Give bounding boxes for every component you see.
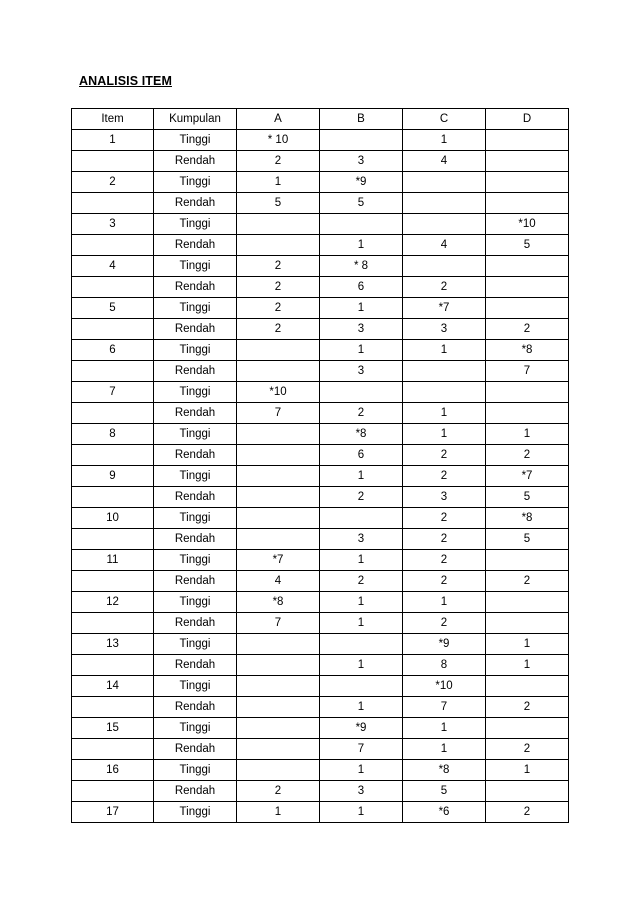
cell-kumpulan: Tinggi	[154, 550, 237, 571]
cell-kumpulan: Rendah	[154, 277, 237, 298]
cell-item: 8	[72, 424, 154, 445]
cell-option-d	[486, 718, 569, 739]
cell-kumpulan: Rendah	[154, 445, 237, 466]
table-row	[72, 319, 569, 340]
table-row	[72, 130, 569, 151]
table-row	[72, 529, 569, 550]
cell-item	[72, 277, 154, 298]
cell-item: 3	[72, 214, 154, 235]
table-row	[72, 340, 569, 361]
cell-item: 15	[72, 718, 154, 739]
cell-option-d: 2	[486, 739, 569, 760]
cell-kumpulan: Tinggi	[154, 592, 237, 613]
table-row	[72, 214, 569, 235]
cell-option-c: *9	[403, 634, 486, 655]
cell-option-c: 3	[403, 487, 486, 508]
table-row	[72, 172, 569, 193]
cell-option-a: 7	[237, 613, 320, 634]
cell-option-d	[486, 151, 569, 172]
cell-option-c: 1	[403, 403, 486, 424]
cell-option-b: 3	[320, 529, 403, 550]
cell-option-a	[237, 361, 320, 382]
cell-item: 17	[72, 802, 154, 823]
cell-item: 9	[72, 466, 154, 487]
cell-kumpulan: Tinggi	[154, 298, 237, 319]
cell-kumpulan: Rendah	[154, 235, 237, 256]
cell-item: 13	[72, 634, 154, 655]
cell-option-b	[320, 508, 403, 529]
table-row	[72, 193, 569, 214]
cell-option-c: 1	[403, 340, 486, 361]
cell-option-c: *7	[403, 298, 486, 319]
cell-option-c: 8	[403, 655, 486, 676]
cell-kumpulan: Tinggi	[154, 634, 237, 655]
table-row	[72, 760, 569, 781]
cell-option-a	[237, 445, 320, 466]
table-row	[72, 487, 569, 508]
cell-option-a: * 10	[237, 130, 320, 151]
header-item: Item	[72, 109, 154, 130]
cell-option-d	[486, 613, 569, 634]
table-row	[72, 256, 569, 277]
cell-option-c: 2	[403, 571, 486, 592]
cell-option-a	[237, 760, 320, 781]
cell-kumpulan: Rendah	[154, 319, 237, 340]
cell-option-a: 5	[237, 193, 320, 214]
cell-option-b: 1	[320, 298, 403, 319]
cell-item	[72, 193, 154, 214]
table-row	[72, 655, 569, 676]
table-header-row	[72, 109, 569, 130]
cell-option-d	[486, 382, 569, 403]
cell-option-a: 1	[237, 172, 320, 193]
header-option-d: D	[486, 109, 569, 130]
cell-option-b: 7	[320, 739, 403, 760]
cell-kumpulan: Rendah	[154, 697, 237, 718]
cell-option-a	[237, 718, 320, 739]
cell-item: 5	[72, 298, 154, 319]
cell-option-b: 2	[320, 571, 403, 592]
cell-option-a: *7	[237, 550, 320, 571]
cell-option-c: 1	[403, 592, 486, 613]
cell-kumpulan: Tinggi	[154, 256, 237, 277]
cell-option-b: 1	[320, 760, 403, 781]
cell-item: 6	[72, 340, 154, 361]
cell-kumpulan: Rendah	[154, 361, 237, 382]
cell-option-a	[237, 466, 320, 487]
cell-option-d: 2	[486, 319, 569, 340]
cell-option-c: 2	[403, 613, 486, 634]
cell-kumpulan: Tinggi	[154, 802, 237, 823]
cell-option-a: 4	[237, 571, 320, 592]
cell-option-a	[237, 676, 320, 697]
table-row	[72, 550, 569, 571]
cell-item: 14	[72, 676, 154, 697]
cell-option-d: 2	[486, 697, 569, 718]
page-title: ANALISIS ITEM	[79, 74, 172, 88]
cell-option-b: 1	[320, 697, 403, 718]
cell-option-b: * 8	[320, 256, 403, 277]
cell-option-d: *8	[486, 340, 569, 361]
cell-option-c: 3	[403, 319, 486, 340]
cell-option-d: 2	[486, 445, 569, 466]
table-row	[72, 235, 569, 256]
cell-kumpulan: Rendah	[154, 613, 237, 634]
header-option-b: B	[320, 109, 403, 130]
cell-option-a: *10	[237, 382, 320, 403]
cell-option-a	[237, 424, 320, 445]
cell-option-d: 5	[486, 529, 569, 550]
cell-kumpulan: Tinggi	[154, 382, 237, 403]
cell-option-a: 2	[237, 277, 320, 298]
cell-option-b: 1	[320, 466, 403, 487]
cell-option-d	[486, 130, 569, 151]
header-option-c: C	[403, 109, 486, 130]
cell-option-b: 2	[320, 487, 403, 508]
cell-option-c: 2	[403, 550, 486, 571]
cell-kumpulan: Tinggi	[154, 424, 237, 445]
cell-option-d: 1	[486, 634, 569, 655]
header-kumpulan: Kumpulan	[154, 109, 237, 130]
cell-option-b: *9	[320, 718, 403, 739]
cell-option-d	[486, 172, 569, 193]
cell-option-b: 6	[320, 445, 403, 466]
cell-option-c: 2	[403, 466, 486, 487]
cell-option-a	[237, 529, 320, 550]
cell-option-c: *8	[403, 760, 486, 781]
cell-item	[72, 403, 154, 424]
cell-kumpulan: Rendah	[154, 739, 237, 760]
cell-kumpulan: Tinggi	[154, 214, 237, 235]
table-row	[72, 718, 569, 739]
cell-option-d: *8	[486, 508, 569, 529]
cell-option-b: 1	[320, 550, 403, 571]
cell-option-d: 5	[486, 487, 569, 508]
table-row	[72, 424, 569, 445]
cell-kumpulan: Tinggi	[154, 718, 237, 739]
cell-item	[72, 361, 154, 382]
cell-kumpulan: Tinggi	[154, 466, 237, 487]
cell-option-a	[237, 214, 320, 235]
cell-option-b: 6	[320, 277, 403, 298]
cell-option-d: 5	[486, 235, 569, 256]
cell-option-a: 2	[237, 256, 320, 277]
cell-option-b: 3	[320, 151, 403, 172]
cell-option-a: 1	[237, 802, 320, 823]
cell-kumpulan: Tinggi	[154, 340, 237, 361]
cell-option-a	[237, 340, 320, 361]
cell-option-a: 2	[237, 151, 320, 172]
cell-option-d: 1	[486, 424, 569, 445]
cell-option-d	[486, 277, 569, 298]
cell-option-a: 2	[237, 298, 320, 319]
cell-option-c: 2	[403, 445, 486, 466]
cell-item	[72, 697, 154, 718]
table-row	[72, 382, 569, 403]
cell-option-a	[237, 487, 320, 508]
table-row	[72, 592, 569, 613]
cell-kumpulan: Rendah	[154, 571, 237, 592]
table-row	[72, 739, 569, 760]
cell-kumpulan: Rendah	[154, 529, 237, 550]
cell-option-c	[403, 172, 486, 193]
cell-option-a	[237, 739, 320, 760]
cell-option-b	[320, 676, 403, 697]
cell-option-c: 1	[403, 130, 486, 151]
cell-option-c: 4	[403, 235, 486, 256]
table-row	[72, 802, 569, 823]
cell-option-c: 1	[403, 424, 486, 445]
cell-option-b	[320, 382, 403, 403]
cell-item	[72, 781, 154, 802]
cell-option-b	[320, 634, 403, 655]
cell-option-b: 1	[320, 802, 403, 823]
table-row	[72, 571, 569, 592]
cell-option-c	[403, 361, 486, 382]
cell-option-d: 1	[486, 655, 569, 676]
cell-option-a: 2	[237, 781, 320, 802]
cell-kumpulan: Rendah	[154, 403, 237, 424]
cell-option-b: 2	[320, 403, 403, 424]
cell-option-b: 3	[320, 319, 403, 340]
cell-option-a: 2	[237, 319, 320, 340]
cell-option-b: 3	[320, 361, 403, 382]
cell-kumpulan: Rendah	[154, 151, 237, 172]
cell-option-c: 4	[403, 151, 486, 172]
cell-item: 7	[72, 382, 154, 403]
table-row	[72, 466, 569, 487]
cell-option-b	[320, 130, 403, 151]
cell-item: 11	[72, 550, 154, 571]
table-row	[72, 277, 569, 298]
table-row	[72, 361, 569, 382]
cell-option-a: *8	[237, 592, 320, 613]
cell-item: 10	[72, 508, 154, 529]
cell-option-d	[486, 403, 569, 424]
cell-option-b: 5	[320, 193, 403, 214]
cell-option-d: *10	[486, 214, 569, 235]
cell-option-d: 1	[486, 760, 569, 781]
cell-item	[72, 487, 154, 508]
table-row	[72, 508, 569, 529]
cell-option-a	[237, 235, 320, 256]
cell-option-b: 1	[320, 655, 403, 676]
cell-item	[72, 655, 154, 676]
cell-option-a: 7	[237, 403, 320, 424]
cell-option-b: 1	[320, 592, 403, 613]
table-row	[72, 151, 569, 172]
cell-kumpulan: Tinggi	[154, 172, 237, 193]
cell-option-c	[403, 382, 486, 403]
cell-item: 2	[72, 172, 154, 193]
cell-kumpulan: Tinggi	[154, 130, 237, 151]
cell-kumpulan: Tinggi	[154, 508, 237, 529]
cell-item	[72, 529, 154, 550]
item-analysis-table	[71, 108, 569, 823]
cell-kumpulan: Rendah	[154, 781, 237, 802]
cell-option-d	[486, 298, 569, 319]
cell-item	[72, 319, 154, 340]
cell-option-c	[403, 256, 486, 277]
cell-option-c	[403, 214, 486, 235]
cell-option-b: 3	[320, 781, 403, 802]
cell-item	[72, 613, 154, 634]
table-body	[72, 130, 569, 823]
cell-option-b: 1	[320, 613, 403, 634]
cell-kumpulan: Rendah	[154, 487, 237, 508]
table-row	[72, 781, 569, 802]
cell-item	[72, 445, 154, 466]
cell-option-c: 7	[403, 697, 486, 718]
header-option-a: A	[237, 109, 320, 130]
cell-option-a	[237, 697, 320, 718]
cell-kumpulan: Tinggi	[154, 676, 237, 697]
table-row	[72, 445, 569, 466]
cell-item: 1	[72, 130, 154, 151]
cell-option-d	[486, 781, 569, 802]
cell-option-a	[237, 634, 320, 655]
table-row	[72, 697, 569, 718]
cell-option-a	[237, 655, 320, 676]
table-row	[72, 298, 569, 319]
cell-option-d	[486, 592, 569, 613]
cell-item	[72, 571, 154, 592]
cell-option-b: *9	[320, 172, 403, 193]
cell-option-d: 2	[486, 802, 569, 823]
cell-item	[72, 151, 154, 172]
cell-option-d	[486, 550, 569, 571]
cell-option-c: 2	[403, 277, 486, 298]
cell-option-d: *7	[486, 466, 569, 487]
cell-option-d: 2	[486, 571, 569, 592]
table-row	[72, 634, 569, 655]
cell-option-c: 2	[403, 508, 486, 529]
cell-option-c: 2	[403, 529, 486, 550]
cell-item: 4	[72, 256, 154, 277]
cell-option-c: *10	[403, 676, 486, 697]
cell-option-c: 5	[403, 781, 486, 802]
cell-item: 12	[72, 592, 154, 613]
cell-option-d	[486, 256, 569, 277]
cell-kumpulan: Rendah	[154, 193, 237, 214]
cell-option-b: *8	[320, 424, 403, 445]
cell-option-d: 7	[486, 361, 569, 382]
cell-option-b: 1	[320, 340, 403, 361]
cell-kumpulan: Rendah	[154, 655, 237, 676]
table-row	[72, 613, 569, 634]
cell-option-a	[237, 508, 320, 529]
table-row	[72, 676, 569, 697]
table-row	[72, 403, 569, 424]
cell-option-b	[320, 214, 403, 235]
cell-item: 16	[72, 760, 154, 781]
cell-option-d	[486, 193, 569, 214]
cell-option-c: *6	[403, 802, 486, 823]
cell-option-b: 1	[320, 235, 403, 256]
cell-option-c: 1	[403, 718, 486, 739]
cell-item	[72, 235, 154, 256]
cell-item	[72, 739, 154, 760]
cell-option-c	[403, 193, 486, 214]
cell-kumpulan: Tinggi	[154, 760, 237, 781]
cell-option-d	[486, 676, 569, 697]
cell-option-c: 1	[403, 739, 486, 760]
